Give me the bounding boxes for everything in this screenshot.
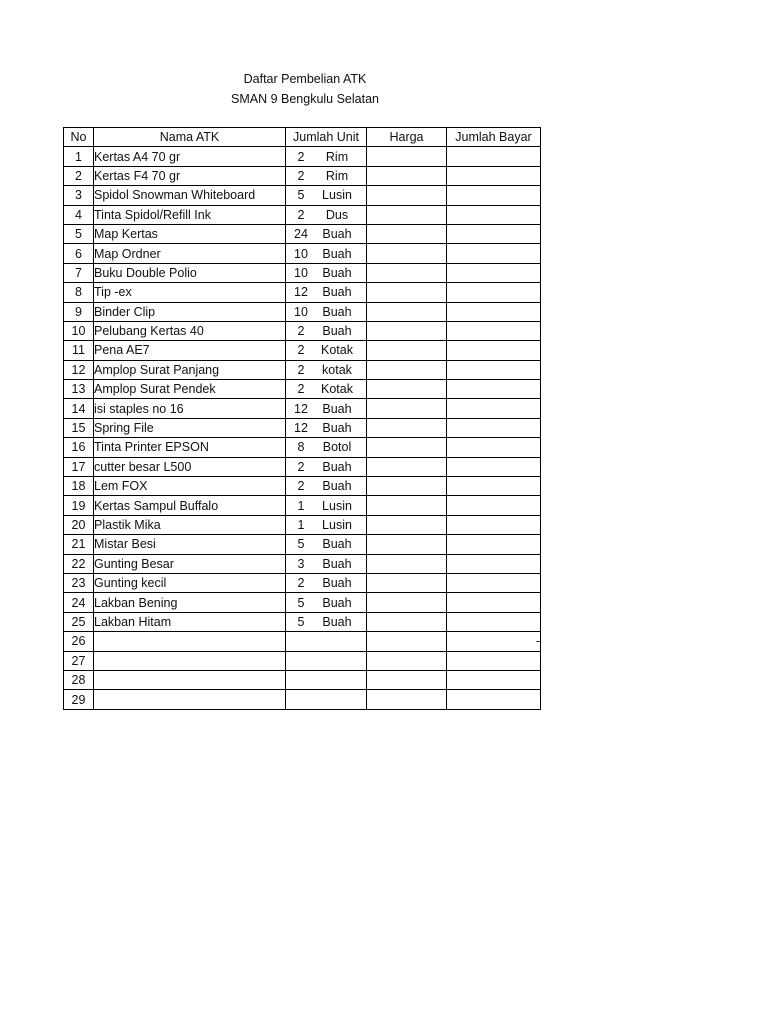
cell-harga <box>367 632 447 651</box>
cell-no: 27 <box>64 651 94 670</box>
cell-nama-atk: Pena AE7 <box>94 341 286 360</box>
cell-harga <box>367 224 447 243</box>
cell-jumlah-unit <box>286 496 367 515</box>
cell-jumlah-unit <box>286 651 367 670</box>
cell-jumlah-unit <box>286 360 367 379</box>
cell-qty: 2 <box>297 382 305 397</box>
cell-harga <box>367 477 447 496</box>
cell-harga <box>367 244 447 263</box>
cell-harga <box>367 186 447 205</box>
cell-unit: Buah <box>322 227 352 242</box>
cell-nama-atk <box>94 670 286 689</box>
cell-unit: Buah <box>322 421 352 436</box>
cell-jumlah-unit <box>286 263 367 282</box>
table-row <box>64 477 541 496</box>
table-row <box>64 690 541 709</box>
cell-jumlah-unit <box>286 244 367 263</box>
cell-harga <box>367 496 447 515</box>
table-row <box>64 147 541 166</box>
cell-nama-atk: Lakban Hitam <box>94 612 286 631</box>
cell-nama-atk: Gunting Besar <box>94 554 286 573</box>
header-no: No <box>64 128 94 147</box>
cell-qty: 10 <box>294 246 308 261</box>
cell-jumlah-unit <box>286 283 367 302</box>
table-row <box>64 302 541 321</box>
cell-qty: 1 <box>297 498 305 513</box>
cell-qty: 2 <box>297 576 305 591</box>
cell-qty: 5 <box>297 537 305 552</box>
cell-jumlah-bayar <box>447 515 541 534</box>
cell-harga <box>367 535 447 554</box>
cell-nama-atk: Pelubang Kertas 40 <box>94 321 286 340</box>
cell-jumlah-unit <box>286 321 367 340</box>
cell-qty: 5 <box>297 188 305 203</box>
cell-jumlah-bayar <box>447 380 541 399</box>
cell-no: 4 <box>64 205 94 224</box>
cell-unit: Lusin <box>322 188 352 203</box>
cell-no: 1 <box>64 147 94 166</box>
cell-qty: 8 <box>297 440 305 455</box>
cell-unit: Buah <box>322 479 352 494</box>
cell-no: 18 <box>64 477 94 496</box>
cell-harga <box>367 573 447 592</box>
cell-no: 28 <box>64 670 94 689</box>
cell-jumlah-bayar <box>447 147 541 166</box>
cell-no: 20 <box>64 515 94 534</box>
cell-no: 9 <box>64 302 94 321</box>
cell-harga <box>367 205 447 224</box>
cell-harga <box>367 321 447 340</box>
cell-no: 16 <box>64 438 94 457</box>
cell-no: 14 <box>64 399 94 418</box>
cell-jumlah-unit <box>286 418 367 437</box>
cell-nama-atk: Tinta Printer EPSON <box>94 438 286 457</box>
header-jumlah-bayar: Jumlah Bayar <box>447 128 541 147</box>
cell-nama-atk: Binder Clip <box>94 302 286 321</box>
cell-jumlah-bayar <box>447 651 541 670</box>
cell-no: 29 <box>64 690 94 709</box>
cell-nama-atk: Plastik Mika <box>94 515 286 534</box>
cell-jumlah-unit <box>286 186 367 205</box>
cell-jumlah-bayar <box>447 399 541 418</box>
cell-nama-atk: Buku Double Polio <box>94 263 286 282</box>
cell-jumlah-bayar <box>447 186 541 205</box>
cell-qty: 2 <box>297 149 305 164</box>
cell-no: 13 <box>64 380 94 399</box>
cell-unit: Buah <box>322 285 352 300</box>
cell-unit: Buah <box>322 614 352 629</box>
cell-no: 17 <box>64 457 94 476</box>
cell-nama-atk: Spidol Snowman Whiteboard <box>94 186 286 205</box>
cell-harga <box>367 399 447 418</box>
cell-jumlah-bayar <box>447 457 541 476</box>
cell-qty: 2 <box>297 207 305 222</box>
cell-harga <box>367 418 447 437</box>
table-row <box>64 205 541 224</box>
cell-jumlah-bayar: - <box>447 632 541 651</box>
cell-nama-atk: Map Ordner <box>94 244 286 263</box>
cell-jumlah-bayar <box>447 224 541 243</box>
table-row <box>64 612 541 631</box>
cell-qty: 12 <box>294 285 308 300</box>
cell-jumlah-unit <box>286 302 367 321</box>
cell-jumlah-unit <box>286 690 367 709</box>
cell-harga <box>367 457 447 476</box>
cell-nama-atk: Kertas Sampul Buffalo <box>94 496 286 515</box>
cell-jumlah-unit <box>286 573 367 592</box>
cell-jumlah-bayar <box>447 612 541 631</box>
cell-nama-atk: Tip -ex <box>94 283 286 302</box>
cell-jumlah-unit <box>286 205 367 224</box>
cell-no: 24 <box>64 593 94 612</box>
cell-no: 5 <box>64 224 94 243</box>
table-row <box>64 593 541 612</box>
header-harga: Harga <box>367 128 447 147</box>
cell-harga <box>367 515 447 534</box>
cell-jumlah-bayar <box>447 593 541 612</box>
cell-unit: Rim <box>325 168 349 183</box>
cell-no: 25 <box>64 612 94 631</box>
cell-no: 26 <box>64 632 94 651</box>
cell-qty: 2 <box>297 362 305 377</box>
cell-qty: 2 <box>297 343 305 358</box>
cell-jumlah-unit <box>286 224 367 243</box>
cell-jumlah-unit <box>286 612 367 631</box>
cell-unit: Dus <box>325 207 349 222</box>
cell-nama-atk: Spring File <box>94 418 286 437</box>
cell-qty: 1 <box>297 518 305 532</box>
cell-harga <box>367 283 447 302</box>
cell-nama-atk: Kertas A4 70 gr <box>94 147 286 166</box>
table-row <box>64 554 541 573</box>
cell-unit: Buah <box>322 537 352 552</box>
cell-unit: Buah <box>322 324 352 339</box>
cell-jumlah-bayar <box>447 477 541 496</box>
cell-jumlah-bayar <box>447 573 541 592</box>
table-row <box>64 496 541 515</box>
table-row <box>64 651 541 670</box>
cell-jumlah-bayar <box>447 670 541 689</box>
cell-unit: Buah <box>322 576 352 591</box>
cell-jumlah-bayar <box>447 244 541 263</box>
cell-jumlah-bayar <box>447 263 541 282</box>
cell-qty: 10 <box>294 304 308 319</box>
cell-qty: 5 <box>297 595 305 610</box>
cell-harga <box>367 612 447 631</box>
cell-unit: kotak <box>322 362 352 377</box>
cell-nama-atk: cutter besar L500 <box>94 457 286 476</box>
table-row <box>64 321 541 340</box>
cell-unit: Buah <box>322 401 352 416</box>
cell-no: 12 <box>64 360 94 379</box>
cell-harga <box>367 302 447 321</box>
cell-harga <box>367 554 447 573</box>
cell-no: 7 <box>64 263 94 282</box>
cell-nama-atk: Map Kertas <box>94 224 286 243</box>
cell-nama-atk: Amplop Surat Pendek <box>94 380 286 399</box>
cell-jumlah-unit <box>286 457 367 476</box>
cell-harga <box>367 360 447 379</box>
cell-jumlah-unit <box>286 670 367 689</box>
table-row <box>64 380 541 399</box>
table-row <box>64 283 541 302</box>
cell-jumlah-bayar <box>447 302 541 321</box>
cell-unit: Buah <box>322 265 352 280</box>
cell-qty: 12 <box>294 421 308 436</box>
table-row <box>64 341 541 360</box>
table-row <box>64 418 541 437</box>
cell-qty: 3 <box>297 556 305 571</box>
cell-harga <box>367 341 447 360</box>
header-jumlah-unit: Jumlah Unit <box>286 128 367 147</box>
table-row <box>64 573 541 592</box>
cell-jumlah-bayar <box>447 554 541 573</box>
cell-nama-atk <box>94 690 286 709</box>
cell-no: 19 <box>64 496 94 515</box>
cell-qty: 5 <box>297 614 305 629</box>
document-title: Daftar Pembelian ATK <box>243 72 367 86</box>
cell-nama-atk: Kertas F4 70 gr <box>94 166 286 185</box>
table-row <box>64 632 541 651</box>
cell-unit: Buah <box>322 556 352 571</box>
cell-no: 6 <box>64 244 94 263</box>
table-row <box>64 399 541 418</box>
cell-nama-atk: Amplop Surat Panjang <box>94 360 286 379</box>
cell-jumlah-unit <box>286 166 367 185</box>
cell-nama-atk: Tinta Spidol/Refill Ink <box>94 205 286 224</box>
cell-jumlah-unit <box>286 535 367 554</box>
cell-harga <box>367 593 447 612</box>
table-body <box>64 147 541 709</box>
cell-nama-atk: Lem FOX <box>94 477 286 496</box>
cell-no: 3 <box>64 186 94 205</box>
cell-unit: Kotak <box>321 382 353 397</box>
cell-qty: 2 <box>297 479 305 494</box>
cell-unit: Buah <box>322 459 352 474</box>
cell-unit: Buah <box>322 246 352 261</box>
cell-qty: 10 <box>294 265 308 280</box>
table-row <box>64 166 541 185</box>
cell-nama-atk: Lakban Bening <box>94 593 286 612</box>
cell-jumlah-unit <box>286 632 367 651</box>
cell-unit: Rim <box>325 149 349 164</box>
cell-jumlah-unit <box>286 399 367 418</box>
table-row <box>64 438 541 457</box>
cell-no: 15 <box>64 418 94 437</box>
cell-qty: 2 <box>297 324 305 339</box>
table-row <box>64 457 541 476</box>
cell-no: 23 <box>64 573 94 592</box>
cell-jumlah-bayar <box>447 535 541 554</box>
cell-harga <box>367 651 447 670</box>
cell-jumlah-bayar <box>447 690 541 709</box>
cell-jumlah-bayar <box>447 283 541 302</box>
cell-nama-atk: isi staples no 16 <box>94 399 286 418</box>
cell-no: 21 <box>64 535 94 554</box>
cell-harga <box>367 380 447 399</box>
cell-jumlah-bayar <box>447 341 541 360</box>
cell-unit: Botol <box>322 440 352 455</box>
cell-unit: Buah <box>322 304 352 319</box>
cell-nama-atk <box>94 632 286 651</box>
table-row <box>64 224 541 243</box>
cell-qty: 12 <box>294 401 308 416</box>
cell-harga <box>367 166 447 185</box>
cell-jumlah-bayar <box>447 205 541 224</box>
purchase-table <box>63 127 541 710</box>
cell-unit: Lusin <box>322 518 352 532</box>
cell-jumlah-unit <box>286 438 367 457</box>
cell-nama-atk: Mistar Besi <box>94 535 286 554</box>
cell-no: 11 <box>64 341 94 360</box>
table-row <box>64 360 541 379</box>
cell-harga <box>367 147 447 166</box>
cell-qty: 24 <box>294 227 308 242</box>
cell-jumlah-unit <box>286 341 367 360</box>
cell-jumlah-unit <box>286 380 367 399</box>
cell-no: 22 <box>64 554 94 573</box>
cell-no: 10 <box>64 321 94 340</box>
table-header-row <box>64 128 541 147</box>
cell-jumlah-bayar <box>447 321 541 340</box>
table-row <box>64 186 541 205</box>
cell-jumlah-bayar <box>447 496 541 515</box>
cell-jumlah-unit <box>286 554 367 573</box>
cell-jumlah-unit <box>286 147 367 166</box>
cell-no: 8 <box>64 283 94 302</box>
cell-qty: 2 <box>297 459 305 474</box>
cell-nama-atk: Gunting kecil <box>94 573 286 592</box>
cell-harga <box>367 438 447 457</box>
cell-jumlah-unit <box>286 593 367 612</box>
table-row <box>64 670 541 689</box>
cell-jumlah-unit <box>286 515 367 534</box>
cell-jumlah-bayar <box>447 418 541 437</box>
cell-harga <box>367 670 447 689</box>
cell-unit: Kotak <box>321 343 353 358</box>
cell-qty: 2 <box>297 168 305 183</box>
cell-jumlah-bayar <box>447 166 541 185</box>
document-subtitle: SMAN 9 Bengkulu Selatan <box>230 92 379 106</box>
cell-nama-atk <box>94 651 286 670</box>
table-row <box>64 535 541 554</box>
cell-unit: Lusin <box>322 498 352 513</box>
cell-jumlah-bayar <box>447 360 541 379</box>
header-nama-atk: Nama ATK <box>94 128 286 147</box>
cell-harga <box>367 263 447 282</box>
table-row <box>64 244 541 263</box>
cell-no: 2 <box>64 166 94 185</box>
cell-jumlah-unit <box>286 477 367 496</box>
table-row <box>64 263 541 282</box>
cell-harga <box>367 690 447 709</box>
cell-unit: Buah <box>322 595 352 610</box>
table-row <box>64 515 541 534</box>
cell-jumlah-bayar <box>447 438 541 457</box>
